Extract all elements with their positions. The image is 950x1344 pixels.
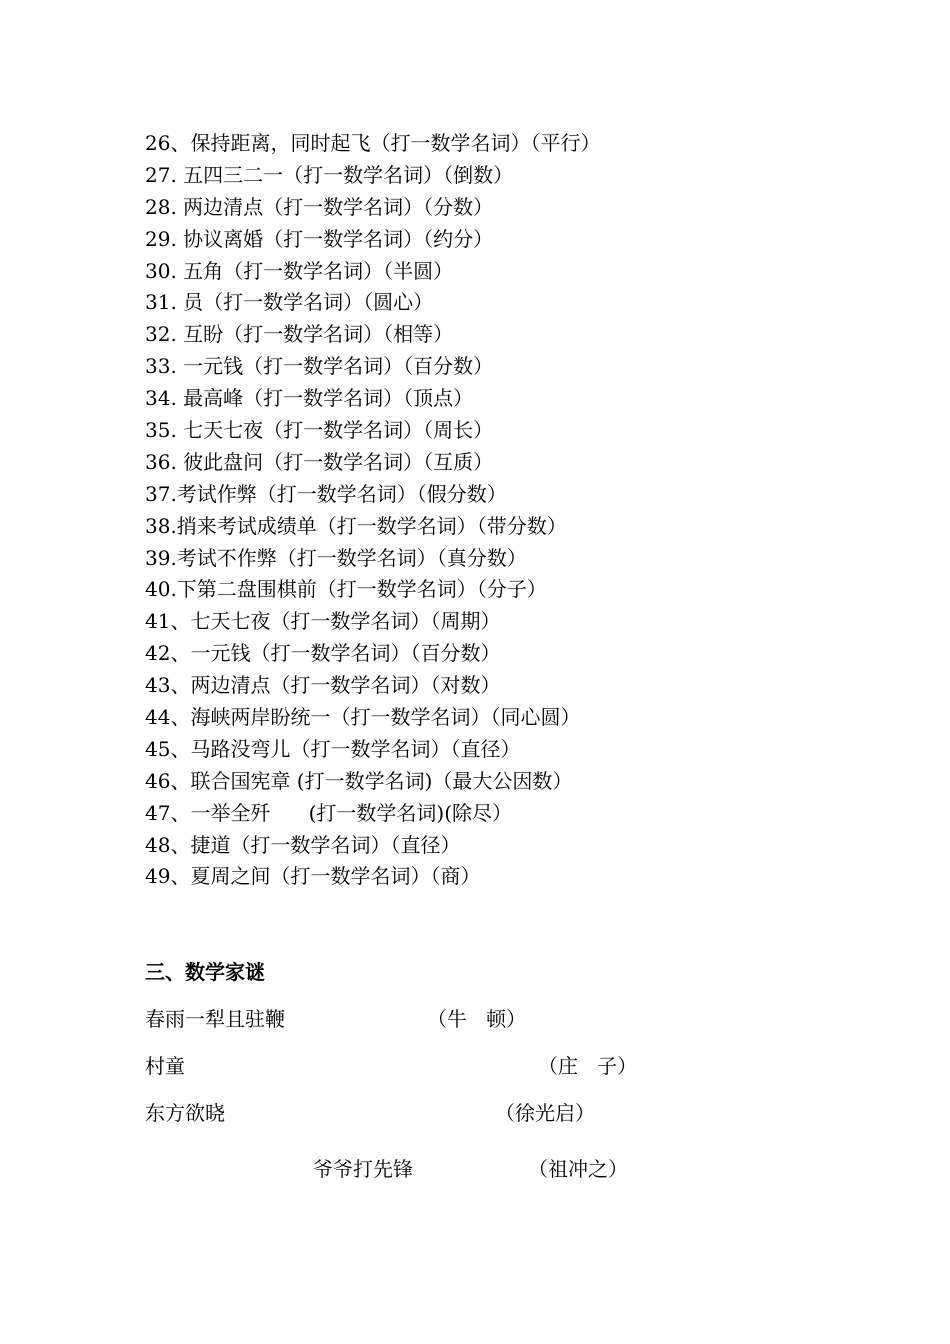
mathematician-riddle-row [313, 1154, 873, 1184]
riddle-item: 34. 最高峰（打一数学名词）（顶点） [145, 386, 474, 411]
riddle-item: 49、夏周之间（打一数学名词）（商） [145, 864, 481, 889]
riddle-item: 36. 彼此盘问（打一数学名词）（互质） [145, 449, 494, 474]
riddle-item: 31. 员（打一数学名词）（圆心） [145, 290, 434, 315]
riddle-question: 春雨一犁且驻鞭 [145, 1007, 285, 1031]
riddle-item: 41、七天七夜（打一数学名词）（周期） [145, 609, 501, 634]
section-heading: 三、数学家谜 [145, 960, 265, 984]
riddle-item: 38.捎来考试成绩单（打一数学名词）（带分数） [145, 513, 567, 538]
mathematician-riddle-row [145, 1098, 905, 1128]
riddle-item: 35. 七天七夜（打一数学名词）（周长） [145, 418, 494, 443]
riddle-item: 28. 两边清点（打一数学名词）（分数） [145, 194, 494, 219]
mathematician-riddle-row [145, 1051, 905, 1081]
riddle-list [145, 128, 905, 893]
riddle-item: 32. 互盼（打一数学名词）（相等） [145, 322, 454, 347]
riddle-question: 爷爷打先锋 [313, 1157, 413, 1181]
mathematician-riddle-row [145, 1004, 905, 1034]
riddle-question: 村童 [145, 1054, 185, 1078]
riddle-item: 37.考试作弊（打一数学名词）（假分数） [145, 481, 507, 506]
riddle-item: 48、捷道（打一数学名词）（直径） [145, 832, 461, 857]
riddle-item: 45、马路没弯儿（打一数学名词）（直径） [145, 736, 521, 761]
riddle-item: 46、联合国宪章 (打一数学名词)（最大公因数） [145, 768, 573, 793]
riddle-item: 40.下第二盘围棋前（打一数学名词）（分子） [145, 577, 547, 602]
riddle-item: 33. 一元钱（打一数学名词）（百分数） [145, 354, 494, 379]
riddle-item: 39.考试不作弊（打一数学名词）（真分数） [145, 545, 527, 570]
riddle-item: 44、海峡两岸盼统一（打一数学名词）（同心圆） [145, 705, 581, 730]
riddle-item: 26、保持距离，同时起飞（打一数学名词）（平行） [145, 131, 601, 155]
riddle-answer: （庄 子） [538, 1054, 638, 1078]
riddle-item: 29. 协议离婚（打一数学名词）（约分） [145, 226, 494, 251]
riddle-item: 27. 五四三二一（打一数学名词）（倒数） [145, 162, 514, 187]
riddle-answer: （牛 顿） [427, 1007, 527, 1031]
riddle-answer: （祖冲之） [528, 1157, 628, 1181]
riddle-item: 30. 五角（打一数学名词）（半圆） [145, 258, 454, 283]
riddle-item: 43、两边清点（打一数学名词）（对数） [145, 673, 501, 698]
riddle-answer: （徐光启） [495, 1101, 595, 1125]
riddle-item: 47、一举全歼 (打一数学名词)(除尽） [145, 800, 513, 825]
riddle-item: 42、一元钱（打一数学名词）（百分数） [145, 641, 501, 666]
riddle-question: 东方欲晓 [145, 1101, 225, 1125]
